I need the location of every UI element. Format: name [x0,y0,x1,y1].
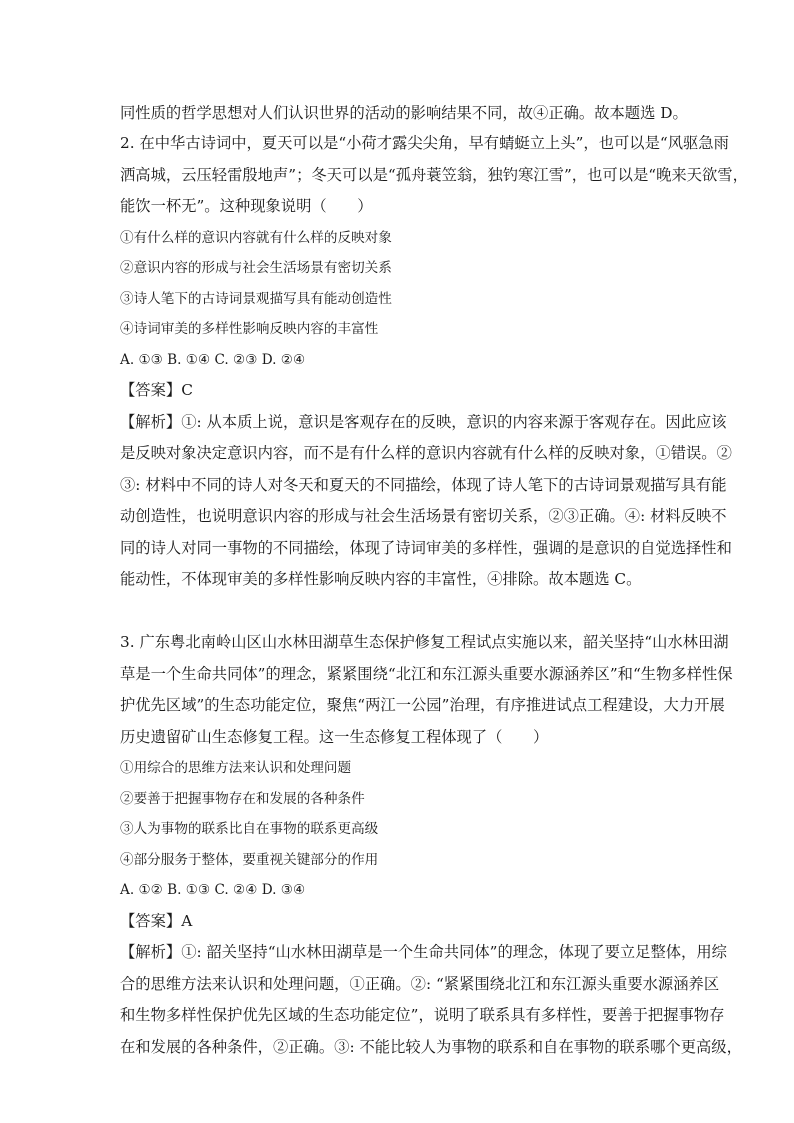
q2-answer: 【答案】C [120,381,193,399]
q2-analysis-line-1: 【解析】①: 从本质上说，意识是客观存在的反映，意识的内容来源于客观存在。因此应该 [120,412,727,431]
question-2 [120,128,748,596]
q2-stem-line-2: 洒高城，云压轻雷殷地声”；冬天可以是“孤舟蓑笠翁，独钓寒江雪”，也可以是“晚来天欲雪， [120,165,748,184]
q2-analysis-line-4: 动创造性，也说明意识内容的形成与社会生活场景有密切关系，②③正确。④: 材料反映不 [120,507,727,525]
q2-option-1: ①有什么样的意识内容就有什么样的反映对象 [120,229,392,246]
q2-analysis-line-5: 同的诗人对同一事物的不同描绘，体现了诗词审美的多样性，强调的是意识的自觉选择性和 [120,538,732,557]
q2-choices: A. ①③ B. ①④ C. ②③ D. ②④ [120,351,306,368]
q1-conclusion-line: 同性质的哲学思想对人们认识世界的活动的影响结果不同，故④正确。故本题选 D。 [120,104,688,122]
q2-analysis-line-3: ③: 材料中不同的诗人对冬天和夏天的不同描绘，体现了诗人笔下的古诗词景观描写具有能 [120,475,727,494]
q2-option-2: ②意识内容的形成与社会生活场景有密切关系 [120,260,392,276]
q3-analysis-line-1: 【解析】①: 韶关坚持“山水林田湖草是一个生命共同体”的理念，体现了要立足整体，用综 [120,943,727,961]
q3-option-4: ④部分服务于整体，要重视关键部分的作用 [120,851,379,868]
question-3 [120,627,742,1063]
q3-analysis-line-3: 和生物多样性保护优先区域的生态功能定位”，说明了联系具有多样性，要善于把握事物存 [120,1006,725,1024]
q2-stem-line-3: 能饮一杯无”。这种现象说明（ ） [120,197,373,215]
q3-stem-line-1: 3. 广东粤北南岭山区山水林田湖草生态保护修复工程试点实施以来，韶关坚持“山水林田湖 [120,633,729,651]
q3-option-1: ①用综合的思维方法来认识和处理问题 [120,760,352,776]
q3-stem-line-2: 草是一个生命共同体”的理念，紧紧围绕“北江和东江源头重要水源涵养区”和“生物多样性保 [120,664,733,683]
q3-analysis-line-4: 在和发展的各种条件，②正确。③: 不能比较人为事物的联系和自在事物的联系哪个更高级， [120,1037,742,1056]
q3-answer: 【答案】A [120,911,193,930]
q2-option-3: ③诗人笔下的古诗词景观描写具有能动创造性 [120,290,392,307]
q2-analysis-line-6: 能动性，不体现审美的多样性影响反映内容的丰富性，④排除。故本题选 C。 [120,570,642,588]
q3-stem-line-3: 护优先区域”的生态功能定位，聚焦“两江一公园”治理，有序推进试点工程建设，大力开展 [120,696,725,714]
q2-option-4: ④诗词审美的多样性影响反映内容的丰富性 [120,321,379,337]
q3-option-3: ③人为事物的联系比自在事物的联系更高级 [120,821,379,837]
q3-choices: A. ①② B. ①③ C. ②④ D. ③④ [120,882,306,898]
q3-analysis-line-2: 合的思维方法来认识和处理问题，①正确。②: “紧紧围绕北江和东江源头重要水源涵养区 [120,974,720,993]
q3-stem-line-4: 历史遗留矿山生态修复工程。这一生态修复工程体现了（ ） [120,727,549,746]
question-1-tail [120,98,688,130]
q2-analysis-line-2: 是反映对象决定意识内容，而不是有什么样的意识内容就有什么样的反映对象，①错误。② [120,444,732,462]
q3-option-2: ②要善于把握事物存在和发展的各种条件 [120,790,365,807]
q2-stem-line-1: 2. 在中华古诗词中，夏天可以是“小荷才露尖尖角，早有蜻蜓立上头”，也可以是“风驱急雨 [120,134,729,152]
